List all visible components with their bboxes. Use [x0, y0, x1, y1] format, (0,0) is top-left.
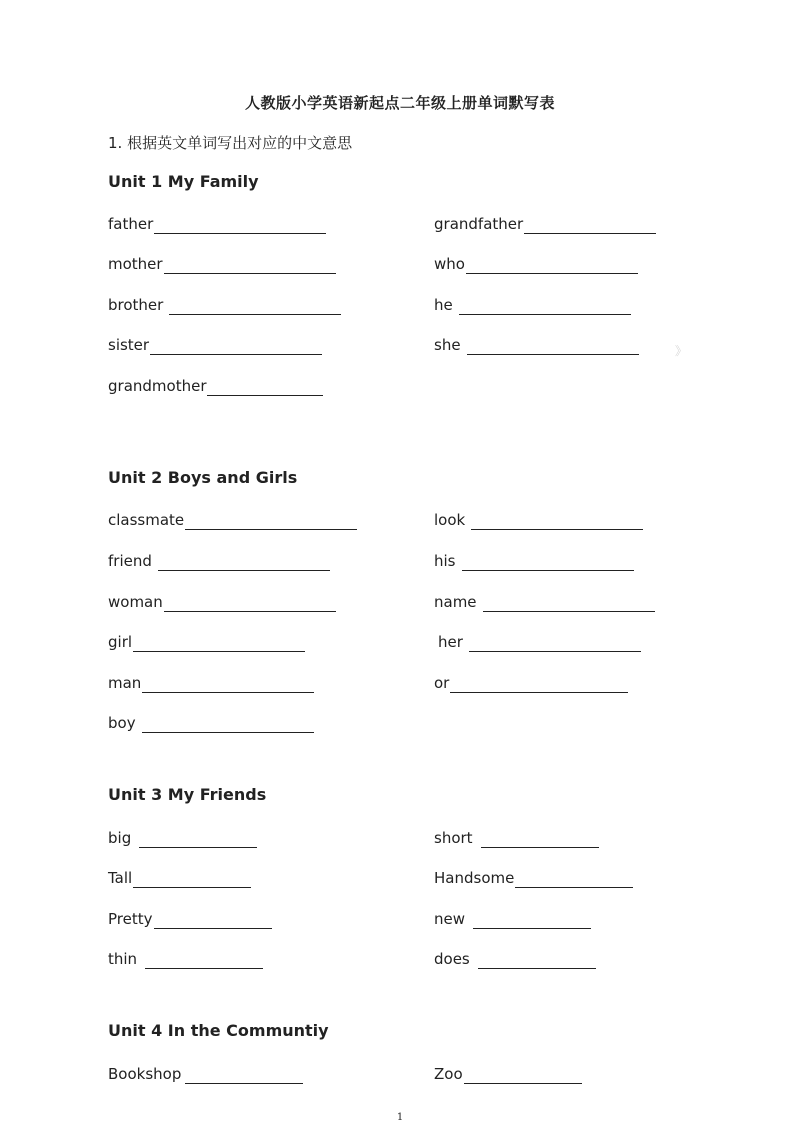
word-label: woman: [108, 593, 163, 611]
word-label: girl: [108, 633, 133, 651]
instruction: 1. 根据英文单词写出对应的中文意思: [108, 134, 353, 152]
answer-blank[interactable]: [462, 556, 634, 571]
word-line: [108, 907, 272, 929]
word-label: Zoo: [434, 1065, 463, 1083]
word-line: [434, 826, 599, 848]
unit-4-heading: Unit 4 In the Communtiy: [108, 1021, 329, 1040]
word-line: [434, 333, 639, 355]
word-line: [434, 1062, 582, 1084]
answer-blank[interactable]: [154, 914, 272, 929]
answer-blank[interactable]: [459, 300, 631, 315]
answer-blank[interactable]: [164, 597, 336, 612]
word-line: [108, 590, 336, 612]
answer-blank[interactable]: [133, 637, 305, 652]
word-line: [108, 947, 263, 969]
answer-blank[interactable]: [464, 1069, 582, 1084]
word-line: [434, 907, 591, 929]
scan-mark: 》: [675, 344, 688, 358]
answer-blank[interactable]: [207, 381, 323, 396]
answer-blank[interactable]: [158, 556, 330, 571]
word-line: [434, 252, 638, 274]
word-line: [108, 212, 326, 234]
answer-blank[interactable]: [473, 914, 591, 929]
unit-1-heading: Unit 1 My Family: [108, 172, 259, 191]
word-label: name: [434, 593, 477, 611]
page-title: 人教版小学英语新起点二年级上册单词默写表: [244, 94, 555, 112]
word-label: Tall: [108, 869, 133, 887]
page-number: 1: [396, 1112, 404, 1123]
answer-blank[interactable]: [150, 340, 322, 355]
word-line: [108, 374, 323, 396]
word-line: [108, 333, 322, 355]
word-label: grandfather: [434, 215, 524, 233]
answer-blank[interactable]: [142, 718, 314, 733]
word-line: [108, 671, 314, 693]
answer-blank[interactable]: [515, 873, 633, 888]
answer-blank[interactable]: [481, 833, 599, 848]
answer-blank[interactable]: [524, 219, 656, 234]
word-line: [434, 590, 655, 612]
word-label: look: [434, 511, 466, 529]
word-line: [108, 1062, 303, 1084]
word-label: big: [108, 829, 132, 847]
word-label: classmate: [108, 511, 185, 529]
word-label: boy: [108, 714, 136, 732]
word-label: new: [434, 910, 466, 928]
word-line: [434, 549, 634, 571]
word-line: [108, 549, 330, 571]
unit-2-heading: Unit 2 Boys and Girls: [108, 468, 298, 487]
answer-blank[interactable]: [133, 873, 251, 888]
word-line: [108, 866, 251, 888]
word-line: [108, 826, 257, 848]
answer-blank[interactable]: [471, 515, 643, 530]
word-line: [438, 630, 641, 652]
word-line: [434, 508, 643, 530]
word-label: friend: [108, 552, 152, 570]
word-line: [108, 252, 336, 274]
word-label: does: [434, 950, 470, 968]
word-line: [108, 293, 341, 315]
word-label: or: [434, 674, 450, 692]
answer-blank[interactable]: [466, 259, 638, 274]
word-label: brother: [108, 296, 164, 314]
word-line: [434, 671, 628, 693]
word-line: [434, 212, 656, 234]
unit-3-heading: Unit 3 My Friends: [108, 785, 267, 804]
answer-blank[interactable]: [154, 219, 326, 234]
word-label: man: [108, 674, 142, 692]
answer-blank[interactable]: [467, 340, 639, 355]
answer-blank[interactable]: [169, 300, 341, 315]
word-label: he: [434, 296, 453, 314]
word-label: his: [434, 552, 456, 570]
word-label: her: [438, 633, 463, 651]
word-line: [108, 508, 357, 530]
answer-blank[interactable]: [145, 954, 263, 969]
word-label: Pretty: [108, 910, 153, 928]
word-label: she: [434, 336, 461, 354]
word-line: [434, 293, 631, 315]
answer-blank[interactable]: [185, 1069, 303, 1084]
word-label: who: [434, 255, 465, 273]
answer-blank[interactable]: [139, 833, 257, 848]
word-label: short: [434, 829, 473, 847]
answer-blank[interactable]: [478, 954, 596, 969]
answer-blank[interactable]: [164, 259, 336, 274]
word-label: mother: [108, 255, 163, 273]
answer-blank[interactable]: [469, 637, 641, 652]
answer-blank[interactable]: [185, 515, 357, 530]
answer-blank[interactable]: [483, 597, 655, 612]
word-line: [108, 711, 314, 733]
word-line: [434, 866, 633, 888]
word-line: [108, 630, 305, 652]
word-label: father: [108, 215, 154, 233]
answer-blank[interactable]: [142, 678, 314, 693]
word-label: Bookshop: [108, 1065, 182, 1083]
word-line: [434, 947, 596, 969]
word-label: Handsome: [434, 869, 515, 887]
word-label: sister: [108, 336, 150, 354]
word-label: grandmother: [108, 377, 207, 395]
answer-blank[interactable]: [450, 678, 628, 693]
word-label: thin: [108, 950, 138, 968]
